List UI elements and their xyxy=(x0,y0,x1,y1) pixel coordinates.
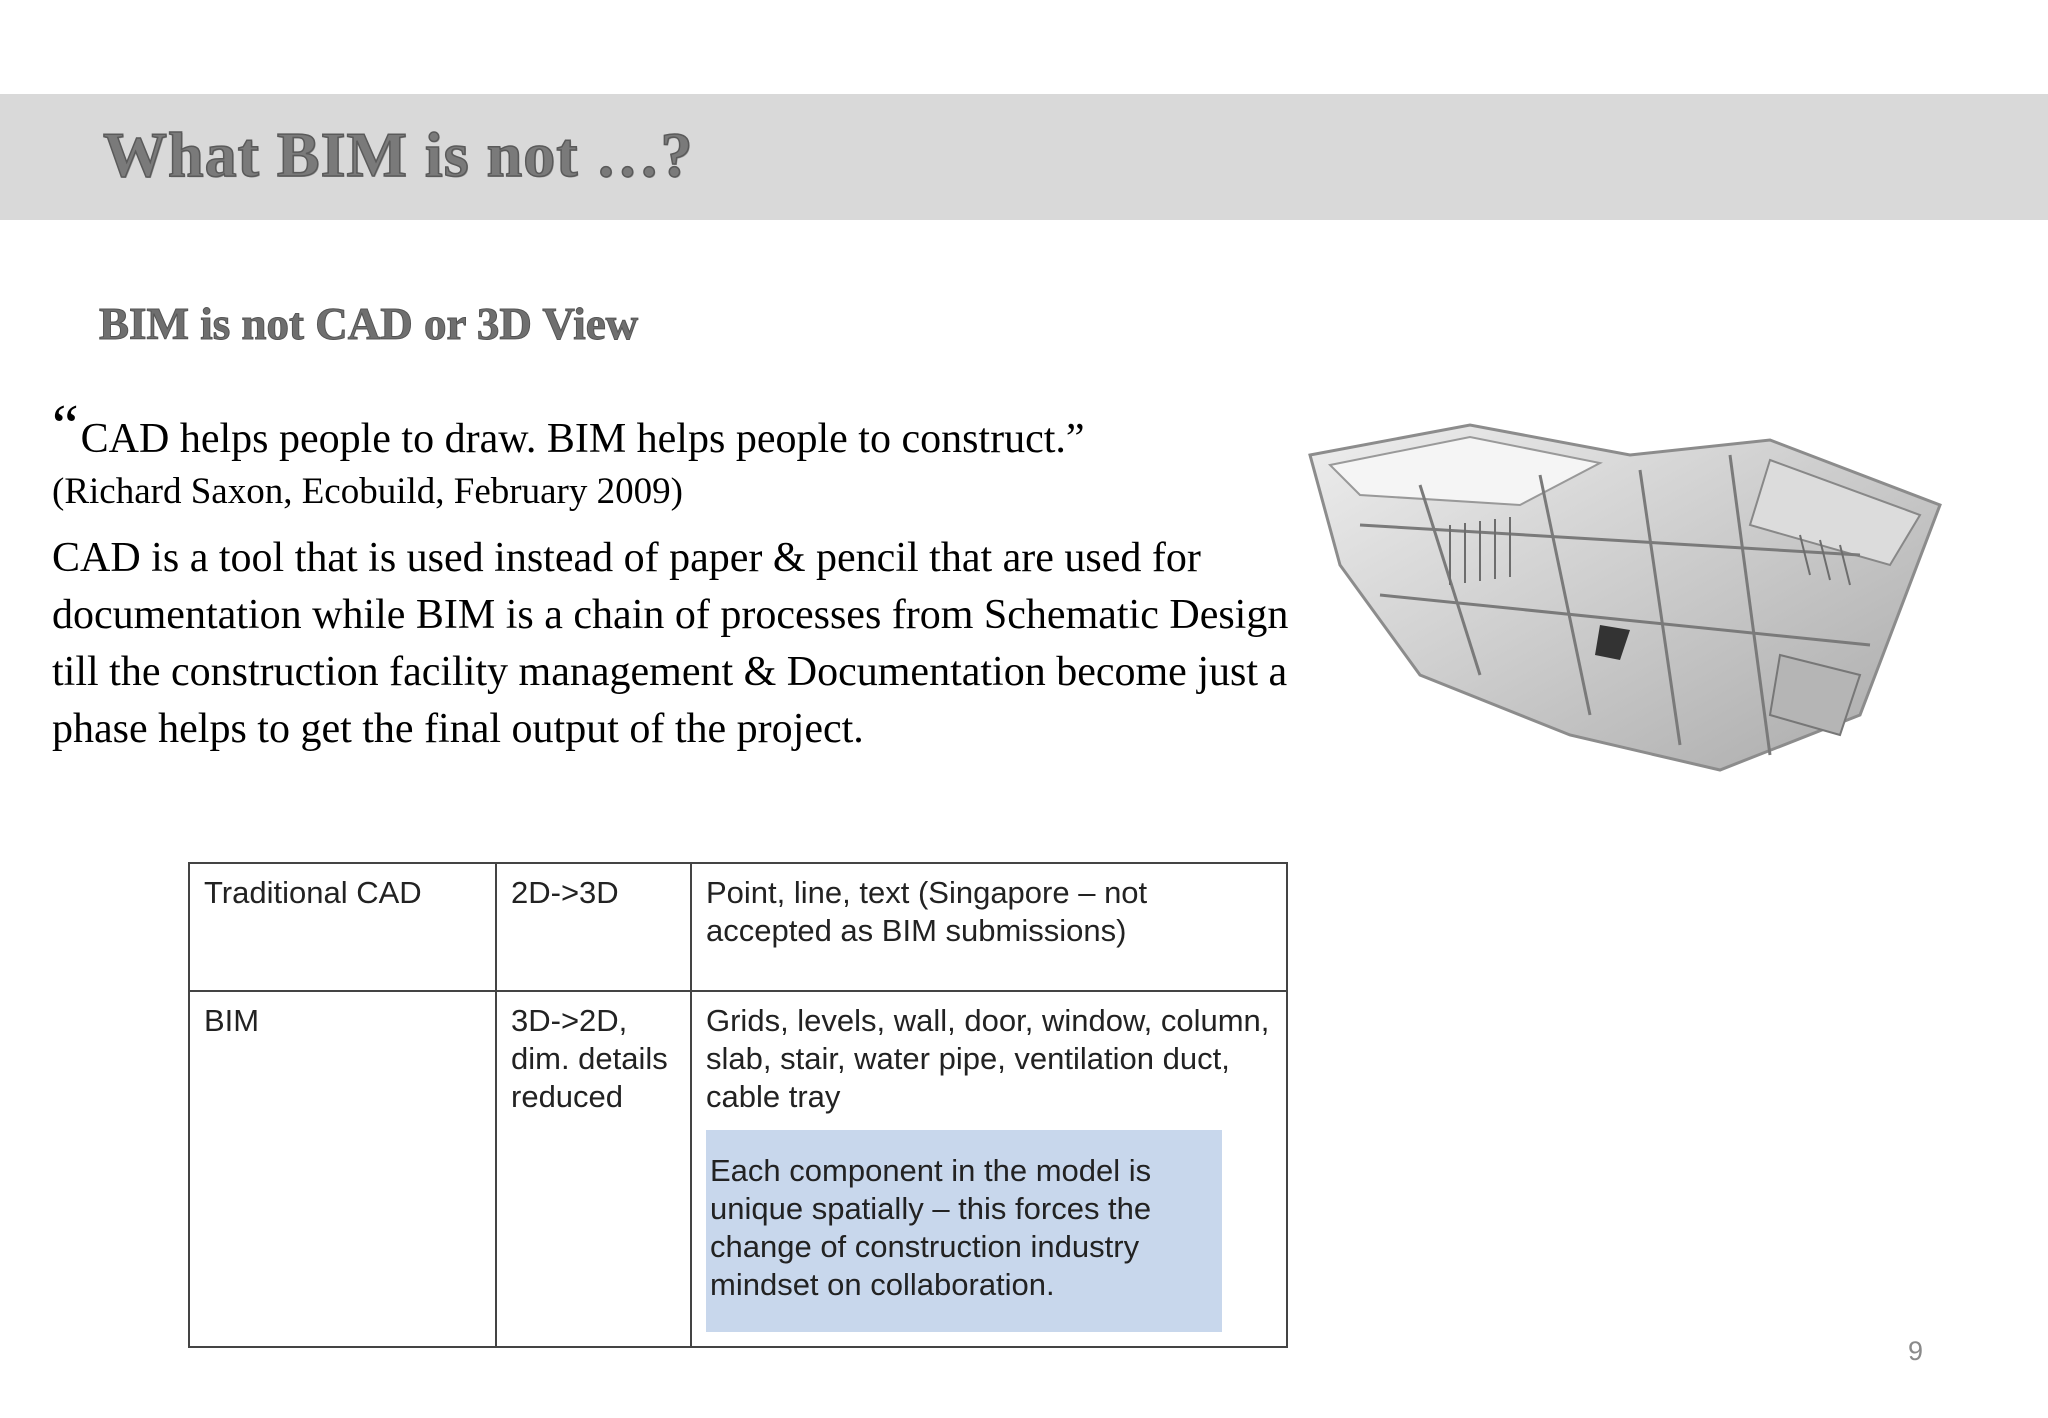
table-cell-elements: Point, line, text (Singapore – not accepted as BIM submissions) xyxy=(691,863,1287,991)
slide-subtitle: BIM is not CAD or 3D View xyxy=(99,299,639,349)
slide-title: What BIM is not …? xyxy=(103,119,694,190)
highlighted-note: Each component in the model is unique spatially – this forces the change of construction industry mindset on collaboration. xyxy=(706,1130,1222,1332)
table-row-bim xyxy=(189,991,1287,1347)
page-number: 9 xyxy=(1908,1336,1924,1366)
table-cell-elements: Grids, levels, wall, door, window, column, slab, stair, water pipe, ventilation duct, cable tray xyxy=(706,1003,1270,1114)
table-cell-dimension: 3D->2D, dim. details reduced xyxy=(496,991,691,1347)
bim-building-model-image xyxy=(1300,415,1960,775)
table-cell-name: Traditional CAD xyxy=(189,863,496,991)
cad-vs-bim-table xyxy=(188,862,1288,1348)
body-paragraph: CAD is a tool that is used instead of paper & pencil that are used for documentation while BIM is a chain of processes from Schematic Design till the construction facility management & Documentation become just a phase helps to get the final output of the project. xyxy=(52,535,1289,752)
quote xyxy=(52,390,1085,464)
quote-open-mark: “ xyxy=(52,393,79,459)
table-row-traditional-cad xyxy=(189,863,1287,991)
table-cell-name: BIM xyxy=(189,991,496,1347)
quote-attribution: (Richard Saxon, Ecobuild, February 2009) xyxy=(52,471,683,512)
table-cell-elements-with-note xyxy=(691,991,1287,1347)
quote-text: CAD helps people to draw. BIM helps people to construct.” xyxy=(80,416,1085,462)
table-cell-dimension: 2D->3D xyxy=(496,863,691,991)
